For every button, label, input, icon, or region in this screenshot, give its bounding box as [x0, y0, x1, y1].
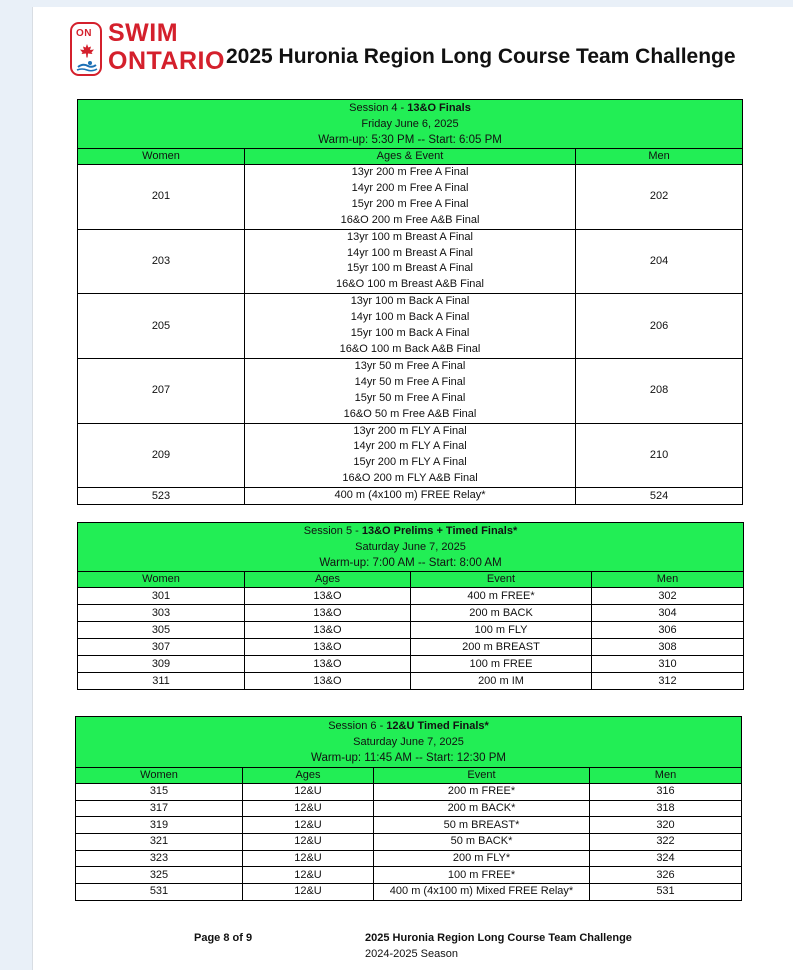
event-line: 15yr 50 m Free A Final: [354, 391, 466, 404]
women-event-number: 205: [78, 294, 245, 359]
event-line: 16&O 100 m Back A&B Final: [339, 342, 481, 355]
on-badge: [70, 22, 102, 76]
column-men: Men: [590, 768, 742, 784]
event-cell: 400 m FREE*: [411, 588, 592, 605]
session-6-header: [76, 717, 742, 768]
ages-cell: 13&O: [245, 639, 411, 656]
ages-cell: 12&U: [243, 817, 374, 834]
event-cell: 400 m (4x100 m) Mixed FREE Relay*: [374, 884, 590, 901]
table-row: [76, 817, 742, 834]
session-4-title-bold: 13&O Finals: [407, 102, 471, 114]
men-event-number: 202: [576, 165, 743, 230]
session-5-title-bold: 13&O Prelims + Timed Finals*: [361, 525, 518, 537]
session-6-title-bold: 12&U Timed Finals*: [386, 720, 489, 732]
women-event-number: 531: [76, 884, 243, 901]
event-line: 16&O 100 m Breast A&B Final: [336, 278, 484, 291]
session-5-title-prefix: Session 5 -: [303, 525, 362, 537]
event-line: 15yr 100 m Breast A Final: [347, 262, 473, 275]
footer-title: 2025 Huronia Region Long Course Team Challenge: [365, 932, 632, 944]
event-list: [245, 423, 576, 488]
ages-cell: 13&O: [245, 588, 411, 605]
men-event-number: 206: [576, 294, 743, 359]
table-row: [76, 784, 742, 801]
ages-cell: 12&U: [243, 884, 374, 901]
ages-cell: 12&U: [243, 800, 374, 817]
column-women: Women: [78, 572, 245, 588]
ages-cell: 13&O: [245, 673, 411, 690]
event-cell: 200 m BREAST: [411, 639, 592, 656]
event-line: 15yr 200 m Free A Final: [351, 197, 469, 210]
event-cell: 200 m FLY*: [374, 850, 590, 867]
ages-cell: 12&U: [243, 867, 374, 884]
event-line: 14yr 100 m Breast A Final: [347, 246, 473, 259]
session-4-warmup: Warm-up: 5:30 PM -- Start: 6:05 PM: [318, 134, 502, 146]
event-line: 13yr 200 m FLY A Final: [353, 424, 467, 437]
ages-cell: 12&U: [243, 834, 374, 851]
table-row: [76, 850, 742, 867]
column-ages-event: Ages & Event: [245, 149, 576, 165]
column-event: Event: [374, 768, 590, 784]
session-4-header: [78, 100, 743, 149]
event-cell: 50 m BACK*: [374, 834, 590, 851]
women-event-number: 325: [76, 867, 243, 884]
table-row: [78, 165, 743, 230]
event-line: 16&O 50 m Free A&B Final: [343, 407, 477, 420]
session-4-title-prefix: Session 4 -: [349, 102, 408, 114]
event-list: [245, 165, 576, 230]
event-list: [245, 229, 576, 294]
event-list: [245, 488, 576, 505]
men-event-number: 210: [576, 423, 743, 488]
session-6-title: [76, 718, 741, 734]
session-6-warmup: Warm-up: 11:45 AM -- Start: 12:30 PM: [311, 752, 506, 764]
session-6-date: Saturday June 7, 2025: [353, 736, 464, 748]
event-list: [245, 294, 576, 359]
table-row: [78, 639, 744, 656]
table-row: [76, 884, 742, 901]
women-event-number: 201: [78, 165, 245, 230]
event-line: 16&O 200 m FLY A&B Final: [342, 472, 478, 485]
table-row: [78, 488, 743, 505]
ages-cell: 13&O: [245, 622, 411, 639]
table-row: [78, 673, 744, 690]
ages-cell: 12&U: [243, 850, 374, 867]
event-line: 14yr 50 m Free A Final: [354, 375, 466, 388]
event-cell: 50 m BREAST*: [374, 817, 590, 834]
table-row: [78, 358, 743, 423]
event-line: 14yr 200 m Free A Final: [351, 181, 469, 194]
event-line: 15yr 100 m Back A Final: [350, 327, 470, 340]
ages-cell: 13&O: [245, 605, 411, 622]
event-line: 13yr 100 m Back A Final: [350, 295, 470, 308]
event-cell: 200 m IM: [411, 673, 592, 690]
women-event-number: 319: [76, 817, 243, 834]
men-event-number: 208: [576, 358, 743, 423]
document-title: 2025 Huronia Region Long Course Team Challenge: [226, 45, 736, 68]
men-event-number: 322: [590, 834, 742, 851]
event-cell: 200 m FREE*: [374, 784, 590, 801]
table-row: [78, 294, 743, 359]
men-event-number: 524: [576, 488, 743, 505]
women-event-number: 317: [76, 800, 243, 817]
footer-season: 2024-2025 Season: [365, 948, 458, 960]
women-event-number: 209: [78, 423, 245, 488]
men-event-number: 320: [590, 817, 742, 834]
women-event-number: 305: [78, 622, 245, 639]
event-line: 13yr 200 m Free A Final: [351, 166, 469, 178]
event-line: 14yr 200 m FLY A Final: [353, 440, 467, 453]
event-cell: 100 m FLY: [411, 622, 592, 639]
event-cell: 200 m BACK: [411, 605, 592, 622]
session-4-title: [78, 100, 742, 116]
swim-ontario-logo: [70, 19, 250, 82]
column-men: Men: [576, 149, 743, 165]
event-line: 400 m (4x100 m) FREE Relay*: [334, 489, 486, 502]
men-event-number: 204: [576, 229, 743, 294]
event-line: 13yr 100 m Breast A Final: [347, 230, 473, 243]
men-event-number: 302: [592, 588, 744, 605]
ages-cell: 12&U: [243, 784, 374, 801]
event-line: 13yr 50 m Free A Final: [354, 359, 466, 372]
men-event-number: 312: [592, 673, 744, 690]
women-event-number: 303: [78, 605, 245, 622]
footer-page-number: Page 8 of 9: [194, 932, 253, 944]
men-event-number: 318: [590, 800, 742, 817]
table-row: [78, 229, 743, 294]
session-6-table: [75, 716, 742, 901]
table-row: [78, 622, 744, 639]
women-event-number: 315: [76, 784, 243, 801]
session-5-warmup: Warm-up: 7:00 AM -- Start: 8:00 AM: [319, 557, 502, 569]
women-event-number: 523: [78, 488, 245, 505]
women-event-number: 203: [78, 229, 245, 294]
session-5-date: Saturday June 7, 2025: [355, 541, 466, 553]
session-4-column-headers: [78, 149, 743, 165]
session-4-table: [77, 99, 743, 505]
session-4-date: Friday June 6, 2025: [361, 118, 459, 130]
men-event-number: 316: [590, 784, 742, 801]
event-cell: 100 m FREE: [411, 656, 592, 673]
table-row: [78, 588, 744, 605]
men-event-number: 326: [590, 867, 742, 884]
women-event-number: 307: [78, 639, 245, 656]
table-row: [78, 656, 744, 673]
column-ages: Ages: [243, 768, 374, 784]
event-line: 15yr 200 m FLY A Final: [353, 456, 467, 469]
logo-ontario-text: ONTARIO: [108, 47, 225, 75]
women-event-number: 301: [78, 588, 245, 605]
column-ages: Ages: [245, 572, 411, 588]
swimmer-wave-icon: [76, 60, 98, 72]
session-5-title: [78, 523, 743, 539]
women-event-number: 321: [76, 834, 243, 851]
table-row: [78, 423, 743, 488]
session-6-column-headers: [76, 768, 742, 784]
event-cell: 200 m BACK*: [374, 800, 590, 817]
session-6-title-prefix: Session 6 -: [328, 720, 387, 732]
men-event-number: 304: [592, 605, 744, 622]
women-event-number: 309: [78, 656, 245, 673]
table-row: [76, 834, 742, 851]
women-event-number: 323: [76, 850, 243, 867]
column-event: Event: [411, 572, 592, 588]
session-5-table: [77, 522, 744, 690]
document-page: [32, 7, 793, 970]
women-event-number: 311: [78, 673, 245, 690]
men-event-number: 531: [590, 884, 742, 901]
ages-cell: 13&O: [245, 656, 411, 673]
table-row: [78, 605, 744, 622]
men-event-number: 306: [592, 622, 744, 639]
column-men: Men: [592, 572, 744, 588]
event-list: [245, 358, 576, 423]
men-event-number: 308: [592, 639, 744, 656]
event-cell: 100 m FREE*: [374, 867, 590, 884]
men-event-number: 310: [592, 656, 744, 673]
on-badge-text: ON: [76, 28, 92, 39]
event-line: 14yr 100 m Back A Final: [350, 311, 470, 324]
session-5-header: [78, 523, 744, 572]
logo-swim-text: SWIM: [108, 19, 179, 47]
table-row: [76, 867, 742, 884]
event-line: 16&O 200 m Free A&B Final: [340, 213, 480, 226]
column-women: Women: [76, 768, 243, 784]
column-women: Women: [78, 149, 245, 165]
women-event-number: 207: [78, 358, 245, 423]
maple-leaf-icon: [79, 44, 95, 58]
men-event-number: 324: [590, 850, 742, 867]
session-5-column-headers: [78, 572, 744, 588]
table-row: [76, 800, 742, 817]
